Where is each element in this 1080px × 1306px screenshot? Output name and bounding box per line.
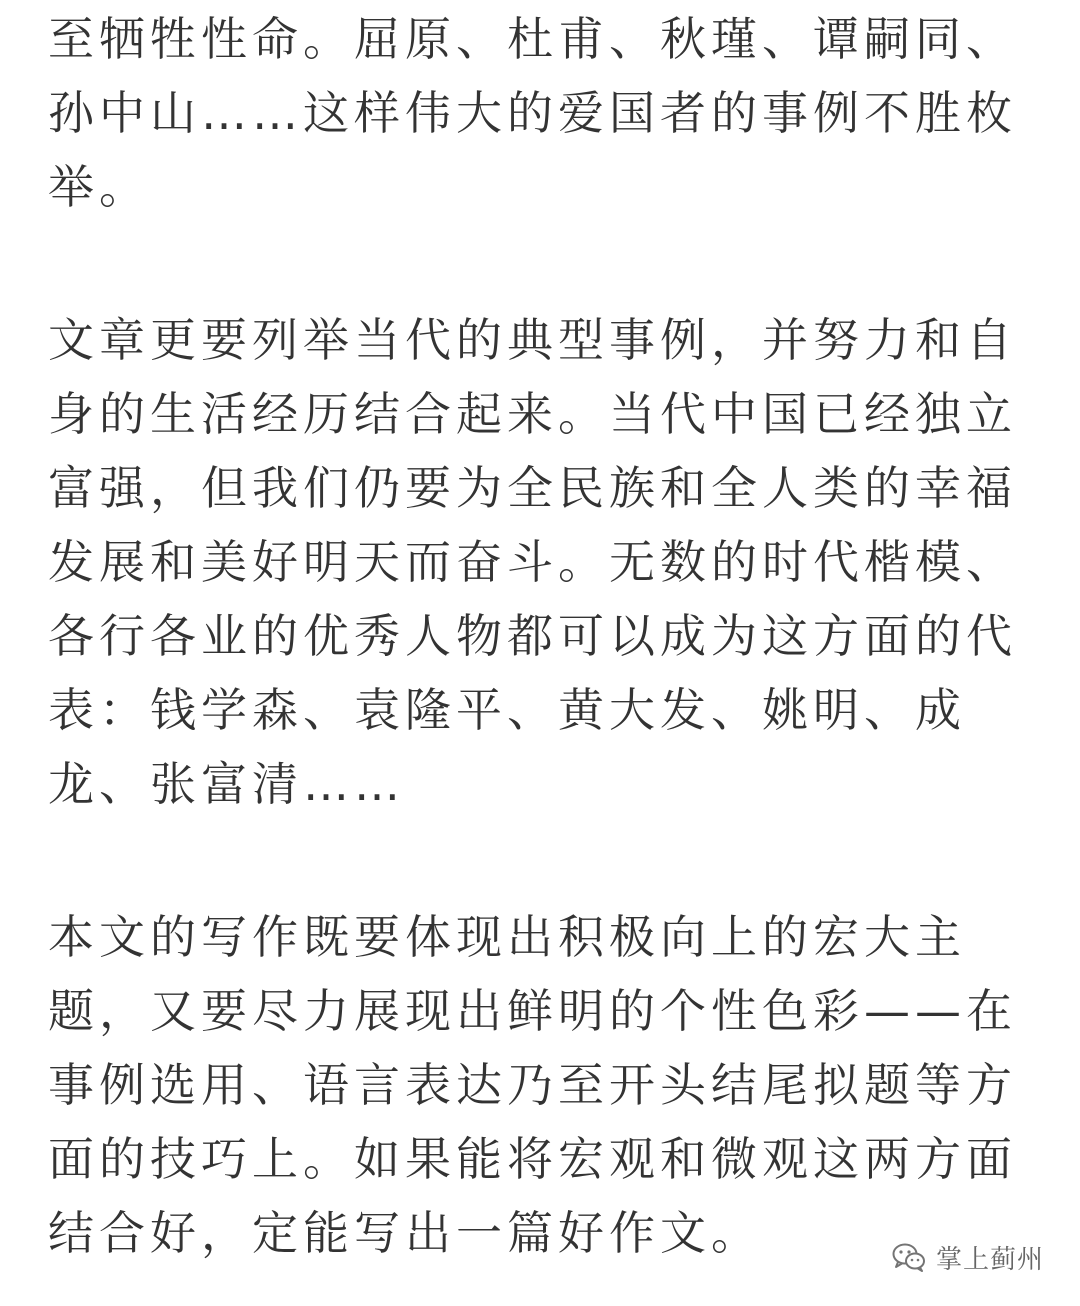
text-line: 结合好，定能写出一篇好作文。 <box>48 1206 762 1260</box>
paragraph-writing-advice <box>48 900 1038 1270</box>
text-line: 孙中山……这样伟大的爱国者的事例不胜枚 <box>48 86 1017 140</box>
watermark-text: 掌上蓟州 <box>935 1244 1044 1275</box>
text-line: 发展和美好明天而奋斗。无数的时代楷模、 <box>48 535 1017 589</box>
text-line: 题，又要尽力展现出鲜明的个性色彩——在 <box>48 984 1017 1038</box>
paragraph-patriots <box>48 2 1038 224</box>
text-line: 各行各业的优秀人物都可以成为这方面的代 <box>48 609 1017 663</box>
text-line: 表：钱学森、袁隆平、黄大发、姚明、成 <box>48 683 966 737</box>
text-line: 本文的写作既要体现出积极向上的宏大主 <box>48 910 966 964</box>
text-line: 龙、张富清…… <box>48 757 405 811</box>
paragraph-contemporary-examples <box>48 303 1038 821</box>
text-line: 文章更要列举当代的典型事例，并努力和自 <box>48 313 1017 367</box>
text-line: 富强，但我们仍要为全民族和全人类的幸福 <box>48 461 1017 515</box>
text-line: 事例选用、语言表达乃至开头结尾拟题等方 <box>48 1058 1017 1112</box>
text-line: 面的技巧上。如果能将宏观和微观这两方面 <box>48 1132 1017 1186</box>
text-line: 举。 <box>48 160 150 214</box>
wechat-icon <box>892 1242 926 1272</box>
account-watermark <box>892 1232 1044 1282</box>
text-line: 身的生活经历结合起来。当代中国已经独立 <box>48 387 1017 441</box>
text-line: 至牺牲性命。屈原、杜甫、秋瑾、谭嗣同、 <box>48 12 1017 66</box>
